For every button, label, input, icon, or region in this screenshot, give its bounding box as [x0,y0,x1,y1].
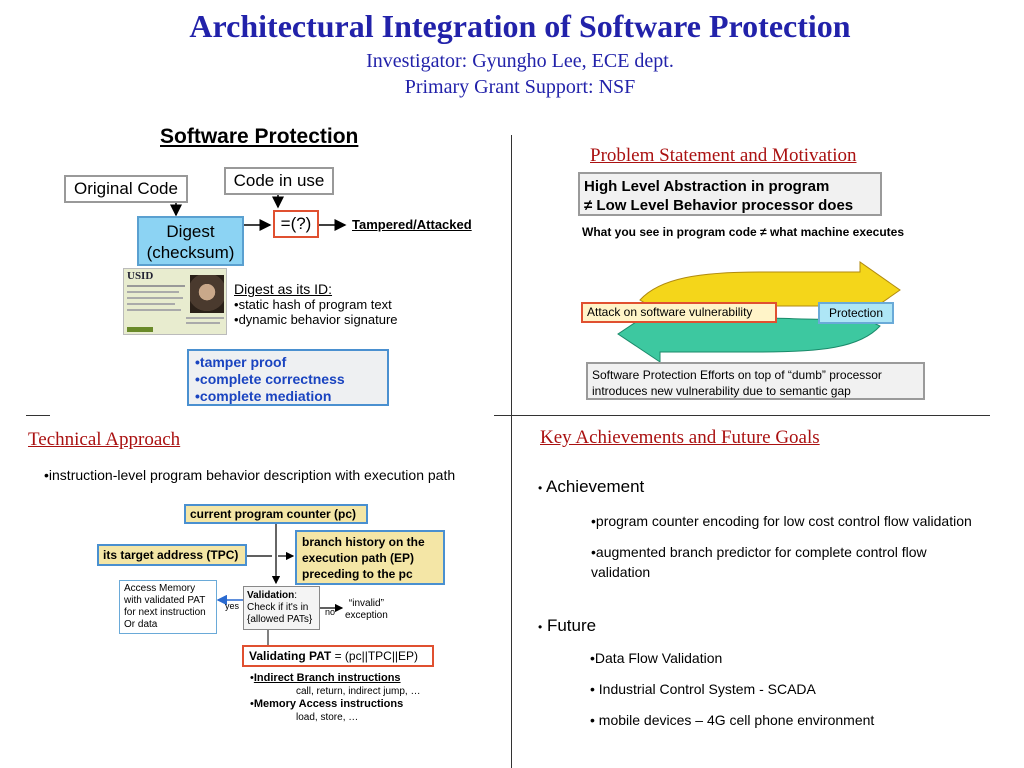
original-code-box: Original Code [64,175,188,203]
problem-heading: Problem Statement and Motivation [590,145,857,166]
protection-box: Protection [818,302,894,324]
abstraction-line1: High Level Abstraction in program [584,178,830,195]
efforts-line2: introduces new vulnerability due to semantic gap [592,384,851,398]
property-item: complete mediation [199,388,332,404]
exception-line: exception [345,610,388,621]
ep-line: execution path (EP) [302,551,415,565]
yes-label: yes [225,601,240,611]
grant-line: Primary Grant Support: NSF [404,76,636,98]
achievement-label-row: • Achievement [538,477,645,496]
access-line: with validated PAT [124,595,206,606]
efforts-line1: Software Protection Efforts on top of “dumb” processor [592,368,882,382]
code-in-use-box: Code in use [224,167,334,195]
achievement-item: program counter encoding for low cost control flow validation [595,513,972,529]
indirect-branch-sub: call, return, indirect jump, … [296,686,421,697]
memory-access-sub: load, store, … [296,712,359,723]
digest-id-title: Digest as its ID: [234,281,333,297]
pc-box: current program counter (pc) [184,504,368,524]
efforts-box [586,362,925,400]
validation-line: {allowed PATs} [247,614,313,625]
page-title: Architectural Integration of Software Protection [189,8,851,44]
achievement-item: augmented branch predictor for complete control flow validation [591,544,927,580]
access-line: Or data [124,619,158,630]
invalid-line: “invalid” [348,598,384,609]
property-item: tamper proof [199,354,287,370]
technical-bullet-text: instruction-level program behavior description with execution path [48,467,456,483]
instruction-list [250,672,421,724]
achievements-heading: Key Achievements and Future Goals [540,427,820,448]
software-protection-heading: Software Protection [160,125,359,148]
validation-box: Validation: Check if it's in {allowed PATs} [243,586,320,630]
validation-line: Check if it's in [247,602,309,613]
future-item: •Data Flow Validation [590,650,723,666]
digest-label: Digest [166,222,215,241]
investigator-line: Investigator: Gyungho Lee, ECE dept. [366,50,674,72]
validating-pat-label: Validating PAT [249,649,332,663]
id-card-title: USID [127,270,154,282]
memory-access-title: Memory Access instructions [253,698,404,710]
invalid-exception [345,598,388,622]
tpc-box: its target address (TPC) [97,544,247,566]
compare-box: =(?) [273,210,319,238]
achievement-label: Achievement [546,477,645,496]
no-label: no [325,607,336,617]
digest-id-item: static hash of program text [238,297,392,312]
future-list [590,648,990,730]
ep-line: branch history on the [302,535,425,549]
validating-pat-box [242,645,434,667]
validation-title: Validation [247,590,295,601]
technical-heading: Technical Approach [28,429,181,450]
future-item: • mobile devices – 4G cell phone environment [590,712,875,728]
access-line: Access Memory [124,583,196,594]
digest-id-item: dynamic behavior signature [238,312,398,327]
achievement-list [591,511,981,582]
future-label: Future [546,616,597,635]
ep-box [295,530,445,585]
access-line: for next instruction [124,607,206,618]
validating-pat-formula: = (pc||TPC||EP) [331,649,419,663]
tampered-label: Tampered/Attacked [352,217,472,232]
ep-line: preceding to the pc [302,567,413,581]
abstraction-line2: ≠ Low Level Behavior processor does [584,197,854,214]
indirect-branch-title: Indirect Branch instructions [253,672,401,684]
checksum-label: (checksum) [146,243,235,262]
attack-box: Attack on software vulnerability [581,302,777,323]
problem-caption: What you see in program code ≠ what machine executes [582,225,905,239]
future-item: • Industrial Control System - SCADA [590,681,816,697]
access-memory-box [119,580,217,634]
property-item: complete correctness [199,371,345,387]
future-label-row: • Future [538,616,597,635]
